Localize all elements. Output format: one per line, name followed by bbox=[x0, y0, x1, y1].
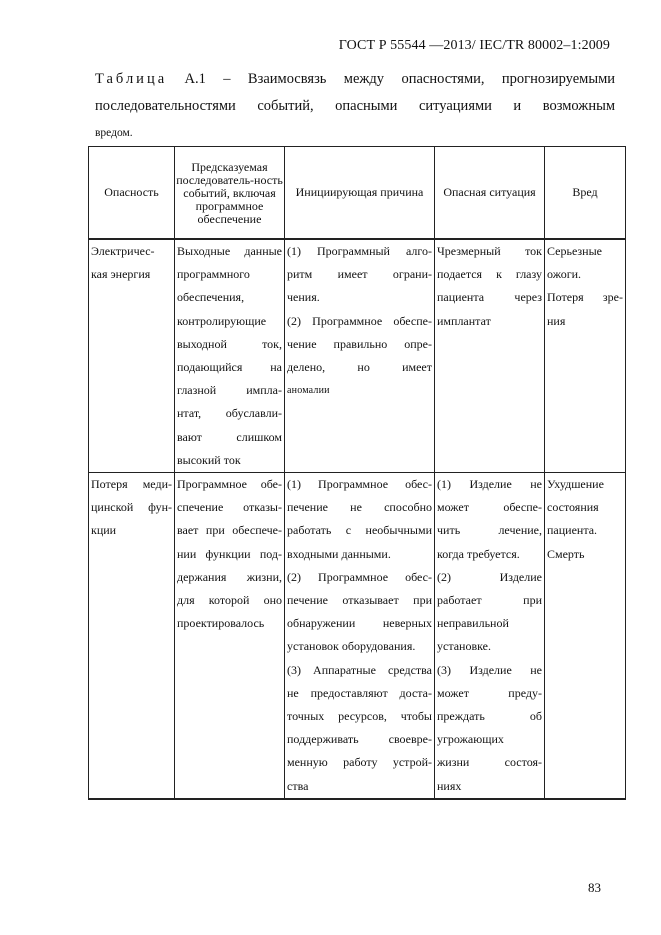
cell-line: контролирующие bbox=[177, 313, 267, 328]
cell-line: ния bbox=[547, 313, 566, 328]
header-cause: Инициирующая причина bbox=[285, 147, 435, 240]
cell-line: (3) Аппаратные средства bbox=[287, 662, 432, 677]
cell-line: установке. bbox=[437, 639, 491, 654]
cell-line: угрожающих bbox=[437, 732, 504, 747]
cell-line: ритм имеет ограни- bbox=[287, 267, 432, 282]
cell-line: печение отказывает при bbox=[287, 593, 432, 608]
cell-line: ства bbox=[287, 778, 309, 793]
cell-line: (1) Программный алго- bbox=[287, 244, 432, 258]
cell-line: аномалии bbox=[287, 385, 330, 397]
cell-line: подается к глазу bbox=[437, 267, 542, 282]
cell-line: чить лечение, bbox=[437, 523, 542, 538]
cell-line: Ухудшение bbox=[547, 477, 604, 492]
cell-line: (2) Программное обес- bbox=[287, 569, 432, 584]
table-header-row bbox=[89, 147, 626, 240]
cell-line: вает при обеспече- bbox=[177, 523, 282, 538]
cell-sequence bbox=[175, 239, 285, 473]
cell-line: (3) Изделие не bbox=[437, 662, 542, 677]
cell-line: Чрезмерный ток bbox=[437, 244, 542, 258]
cell-line: делено, но имеет bbox=[287, 360, 432, 375]
cell-situation bbox=[435, 473, 545, 799]
cell-line: обеспечения, bbox=[177, 290, 245, 305]
cell-line: Выходные данные bbox=[177, 244, 282, 258]
cell-line: ниях bbox=[437, 778, 462, 793]
cell-line: может преду- bbox=[437, 685, 542, 700]
cell-line: установок оборудования. bbox=[287, 639, 416, 654]
caption-label: Таблица bbox=[95, 71, 168, 87]
cell-line: Смерть bbox=[547, 546, 585, 561]
cell-line: может обеспе- bbox=[437, 500, 542, 515]
cell-line: Потеря зре- bbox=[547, 290, 623, 305]
header-sequence: Предсказуемая последователь-ность событий, включая программное обеспечение bbox=[175, 147, 285, 240]
cell-line: нтат, обуславли- bbox=[177, 406, 282, 421]
cell-hazard bbox=[89, 473, 175, 799]
cell-line: спечение отказы- bbox=[177, 500, 282, 515]
cell-line: работать с необычными bbox=[287, 523, 432, 538]
cell-line: когда требуется. bbox=[437, 546, 520, 561]
table-caption bbox=[95, 66, 615, 147]
cell-line: для которой оно bbox=[177, 593, 282, 608]
cell-line: менную работу устрой- bbox=[287, 755, 432, 770]
caption-text-1: Взаимосвязь между опасностями, прогнозируемыми bbox=[247, 71, 616, 87]
caption-line-1 bbox=[95, 66, 615, 93]
cell-sequence bbox=[175, 473, 285, 799]
cell-line: преждать об bbox=[437, 709, 542, 724]
cell-line: пациента через bbox=[437, 290, 542, 305]
cell-harm bbox=[545, 239, 626, 473]
cell-situation bbox=[435, 239, 545, 473]
table-row bbox=[89, 239, 626, 473]
cell-line: имплантат bbox=[437, 313, 491, 328]
cell-line: жизни состоя- bbox=[437, 755, 542, 770]
cell-line: чение правильно опре- bbox=[287, 336, 432, 351]
cell-line: нии функции под- bbox=[177, 546, 282, 561]
cell-line: входными данными. bbox=[287, 546, 391, 561]
cell-cause bbox=[285, 239, 435, 473]
cell-line: точных ресурсов, чтобы bbox=[287, 709, 432, 724]
cell-line: глазной импла- bbox=[177, 383, 282, 398]
cell-line: Программное обе- bbox=[177, 477, 282, 492]
cell-line: программного bbox=[177, 267, 250, 282]
cell-line: ожоги. bbox=[547, 267, 582, 282]
cell-line: подающийся на bbox=[177, 360, 282, 375]
caption-line-3: вредом. bbox=[95, 127, 133, 139]
cell-line: кая энергия bbox=[91, 267, 151, 282]
cell-line: неправильной bbox=[437, 616, 509, 631]
cell-line: Потеря меди- bbox=[91, 477, 172, 492]
cell-harm bbox=[545, 473, 626, 799]
cell-line: состояния bbox=[547, 500, 599, 515]
cell-hazard bbox=[89, 239, 175, 473]
cell-line: проектировалось bbox=[177, 616, 265, 631]
cell-line: Электричес- bbox=[91, 244, 155, 258]
hazard-table bbox=[88, 146, 626, 800]
page-number: 83 bbox=[588, 880, 601, 895]
cell-line: не предоставляют доста- bbox=[287, 685, 432, 700]
cell-cause bbox=[285, 473, 435, 799]
header-harm: Вред bbox=[545, 147, 626, 240]
cell-line: (2) Программное обеспе- bbox=[287, 313, 432, 328]
cell-line: поддерживать своевре- bbox=[287, 732, 432, 747]
cell-line: высокий ток bbox=[177, 452, 241, 467]
cell-line: держания жизни, bbox=[177, 569, 282, 584]
cell-line: Серьезные bbox=[547, 244, 602, 258]
header-situation: Опасная ситуация bbox=[435, 147, 545, 240]
cell-line: пациента. bbox=[547, 523, 598, 538]
cell-line: печение не способно bbox=[287, 500, 432, 515]
caption-line-2: последовательностями событий, опасными ситуациями и возможным bbox=[95, 98, 615, 114]
standard-header: ГОСТ Р 55544 —2013/ IEC/TR 80002–1:2009 bbox=[338, 38, 610, 53]
cell-line: вают слишком bbox=[177, 429, 282, 444]
cell-line: (1) Программное обес- bbox=[287, 477, 432, 492]
cell-line: выходной ток, bbox=[177, 336, 282, 351]
cell-line: работает при bbox=[437, 593, 542, 608]
caption-dash: – bbox=[223, 71, 231, 87]
caption-number: А.1 bbox=[184, 71, 206, 87]
table-row bbox=[89, 473, 626, 799]
table-body bbox=[89, 239, 626, 799]
cell-line: кции bbox=[91, 523, 117, 538]
cell-line: (2) Изделие bbox=[437, 569, 542, 584]
cell-line: чения. bbox=[287, 290, 320, 305]
cell-line: обнаружении неверных bbox=[287, 616, 432, 631]
header-hazard: Опасность bbox=[89, 147, 175, 240]
cell-line: (1) Изделие не bbox=[437, 477, 542, 492]
cell-line: цинской фун- bbox=[91, 500, 172, 515]
